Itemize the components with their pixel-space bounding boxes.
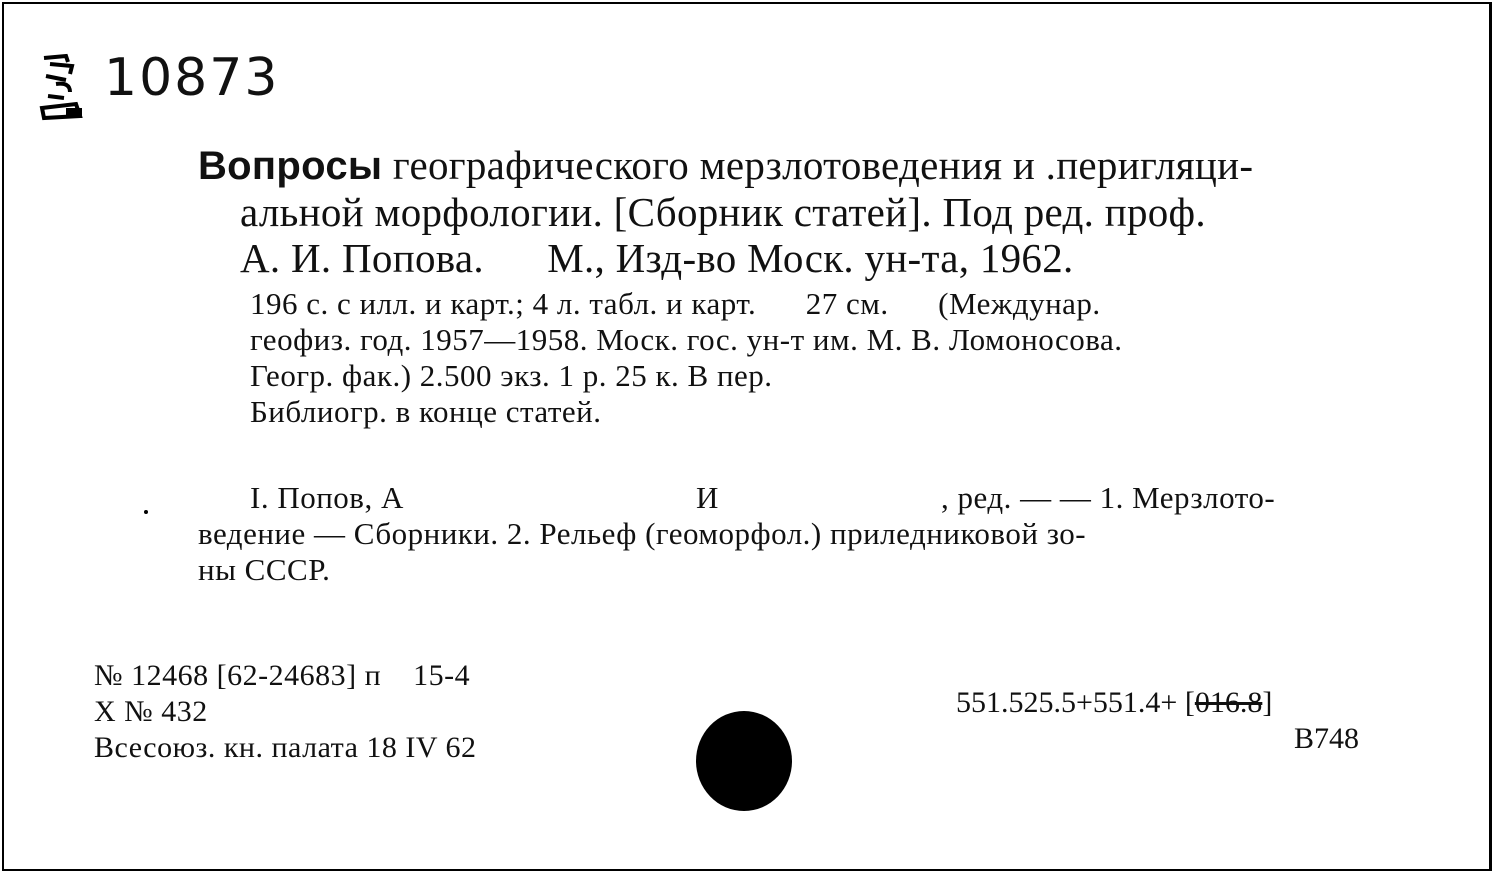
registration-number: № 12468 [62-24683] п 15-4: [94, 659, 471, 692]
shelf-mark: В748: [1294, 722, 1360, 755]
title-line-1: Вопросы географического мерзлотоведения и .перигляци-: [198, 142, 1254, 188]
punch-hole: [696, 711, 792, 811]
publisher-line: Всесоюз. кн. палата 18 IV 62: [94, 731, 477, 764]
title-line-3: А. И. Попова. М., Изд-во Моск. ун-та, 1962.: [240, 235, 1074, 281]
library-stamp-icon: [36, 52, 86, 122]
tracing-line-1b: И: [696, 480, 719, 515]
description-line: геофиз. год. 1957—1958. Моск. гос. ун-т им. М. В. Ломоносова.: [250, 322, 1123, 357]
description-line: Геогр. фак.) 2.500 экз. 1 р. 25 к. В пер.: [250, 358, 773, 393]
description-line: 196 с. с илл. и карт.; 4 л. табл. и карт. 27 см. (Междунар.: [250, 286, 1101, 321]
title-line-2: альной морфологии. [Сборник статей]. Под ред. проф.: [240, 189, 1206, 235]
title-keyword: Вопросы: [198, 144, 383, 188]
catalog-card: [2, 2, 1492, 871]
tracing-line-3: ны СССР.: [198, 552, 331, 587]
footer-left: [94, 658, 477, 766]
description-line: Библиогр. в конце статей.: [250, 394, 602, 429]
tracing-line-2: ведение — Сборники. 2. Рельеф (геоморфол.) приледниковой зо-: [198, 516, 1087, 551]
title-block: [198, 142, 1253, 281]
card-number: Х № 432: [94, 695, 208, 728]
description-block: [250, 286, 1122, 430]
tracing-line-1a: I. Попов, А: [250, 480, 404, 515]
tracing-line-1c: , ред. — — 1. Мерзлото-: [941, 480, 1276, 515]
speck: [144, 510, 148, 514]
udc-index: 551.525.5+551.4+ [016.8]: [956, 686, 1273, 719]
accession-number: 10873: [104, 48, 280, 108]
udc-struck: 016.8: [1194, 686, 1263, 719]
